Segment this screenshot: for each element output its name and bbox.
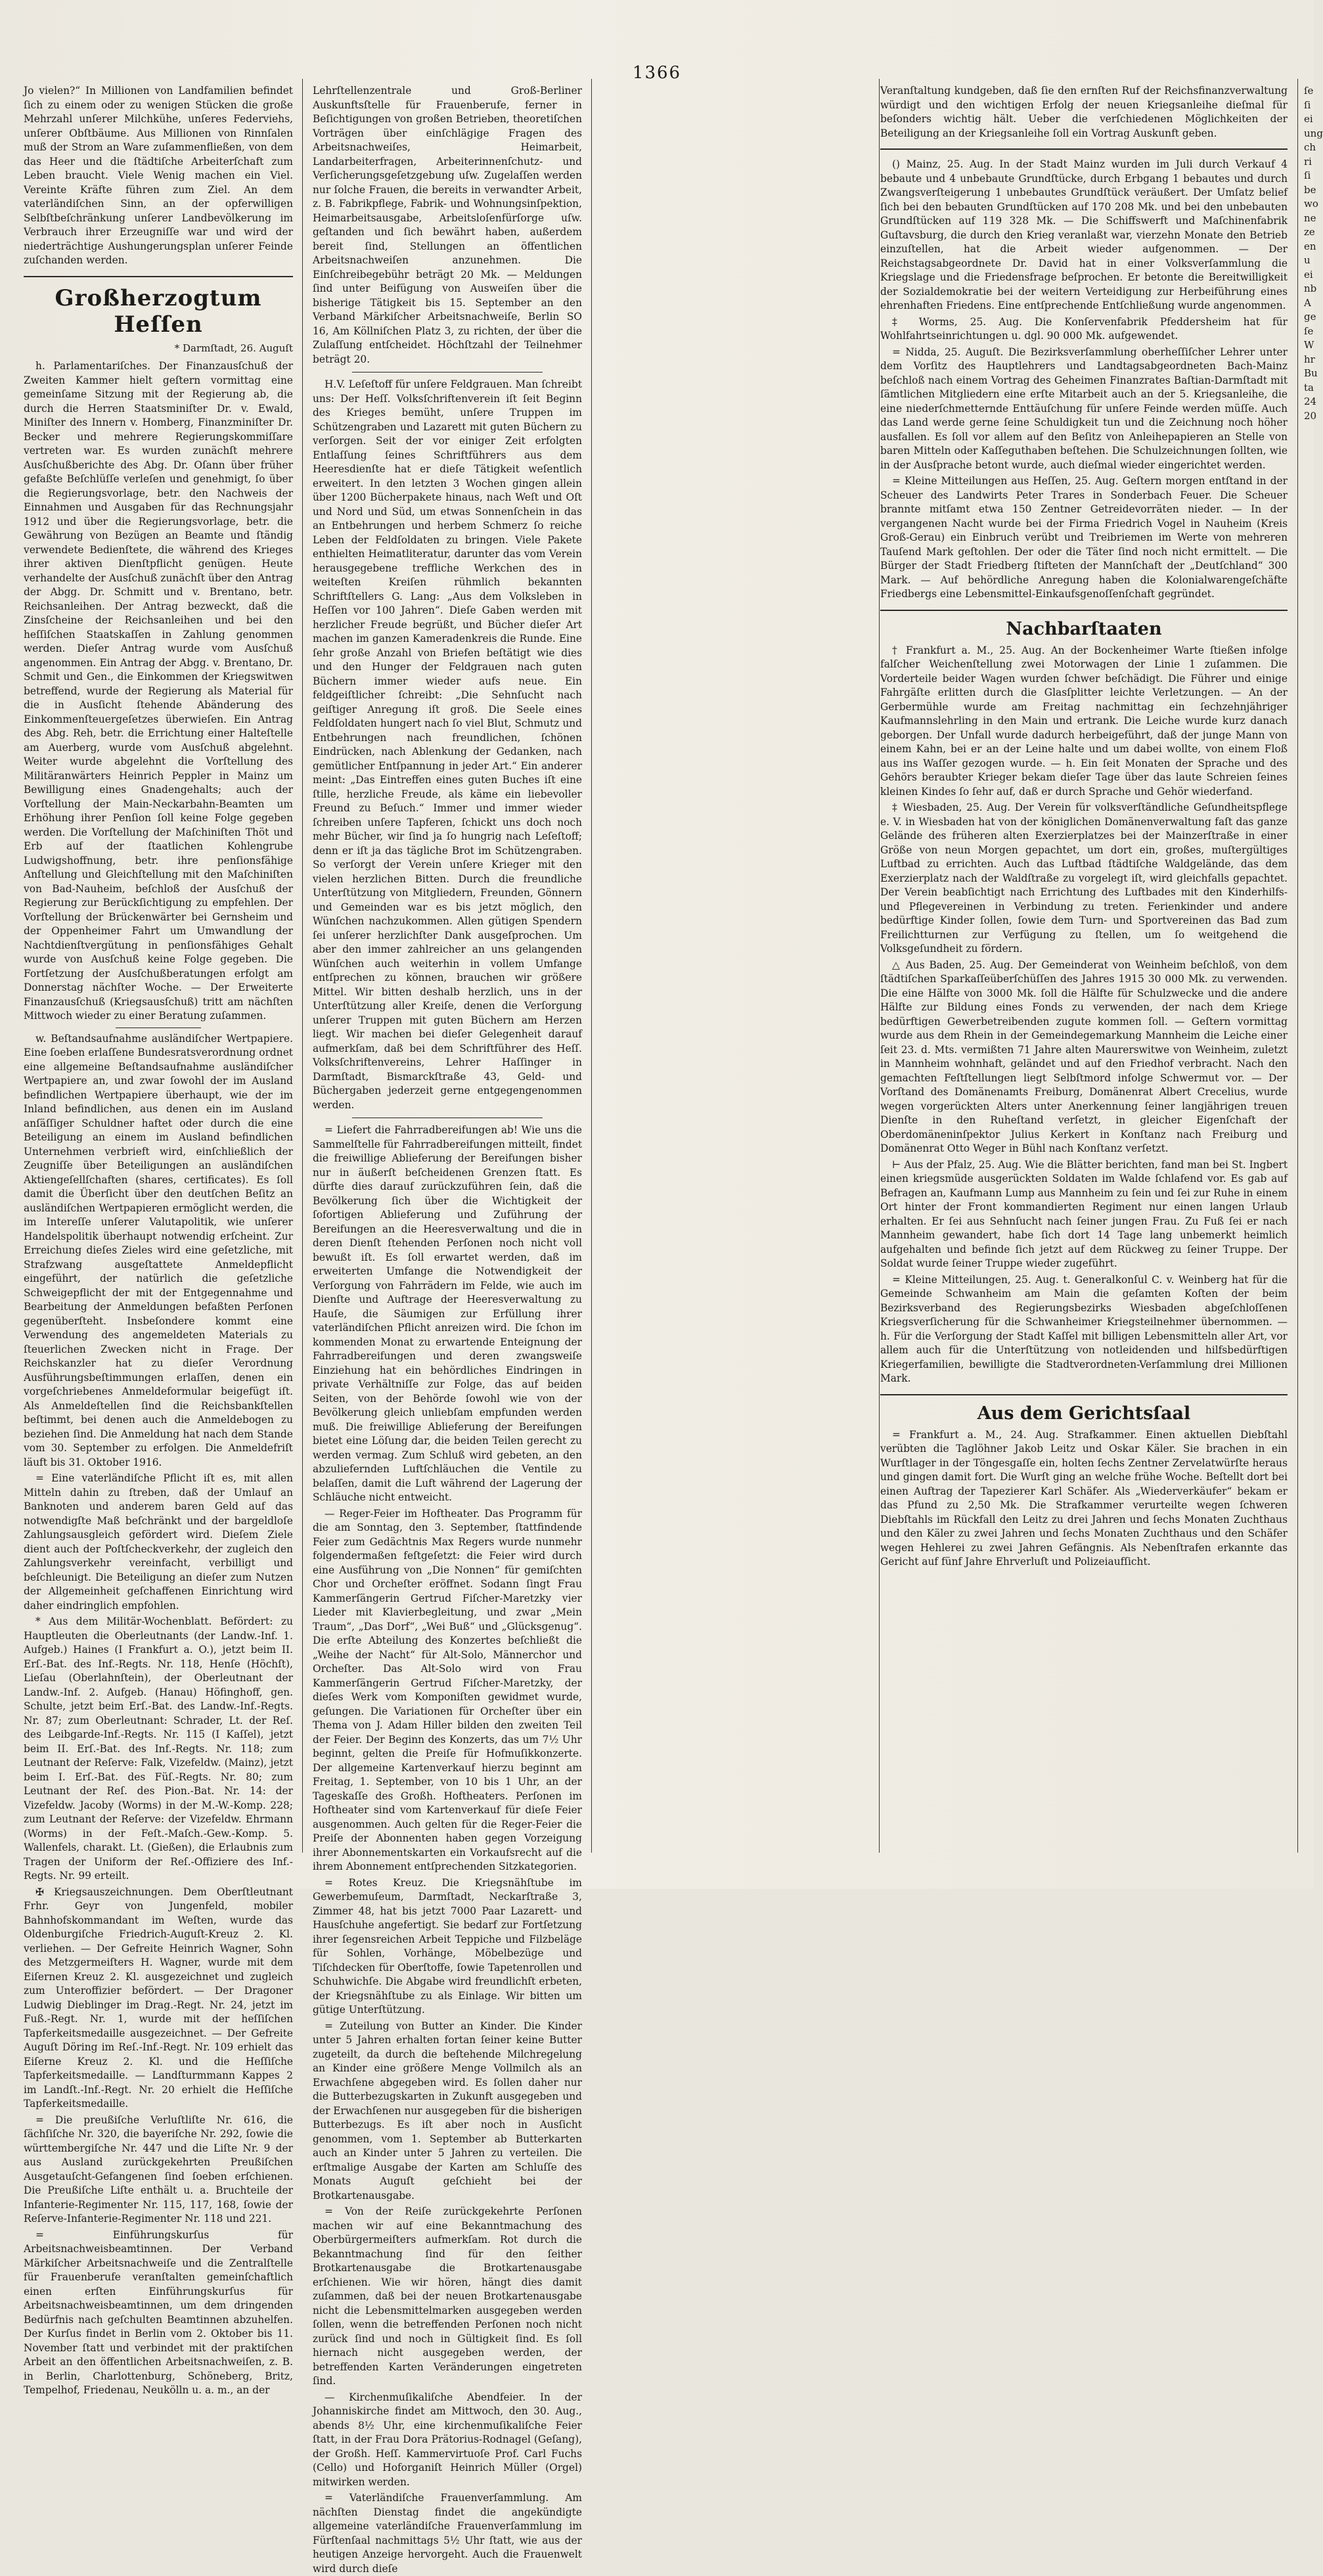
article-frauen-cont: Veranſtaltung kundgeben, daß ſie den ernſten Ruf der Reichsfinanzverwaltung würdigt und den wichtigen Erfolg der neuen Kriegsanleihe dieſmal für beſonders wichtig hält. Ueber die verſchiedenen Möglichkeiten der Beteiligung an der Kriegsanleihe ſoll ein Vortrag Auskunft geben. (880, 85, 1288, 139)
article-auszeichnungen: ✠ Kriegsauszeichnungen. Dem Oberſtleutnant Frhr. Geyr von Jungenfeld, mobiler Bahnhofskommandant im Weſten, wurde das Oldenburgiſche Friedrich-Auguſt-Kreuz 2. Kl. verliehen. — Der Gefreite Heinrich Wagner, Sohn des Metzgermeiſters H. Wagner, wurde mit dem Eiſernen Kreuz 2. Kl. ausgezeichnet und zugleich zum Unteroffizier befördert. — Der Dragoner Ludwig Dieblinger im Drag.-Regt. Nr. 24, jetzt im Fuß.-Regt. Nr. 1, wurde mit der heſſiſchen Tapferkeitsmedaille ausgezeichnet. — Der Gefreite Auguſt Döring im Reſ.-Inf.-Regt. Nr. 109 erhielt das Eiſerne Kreuz 2. Kl. und die Heſſiſche Tapferkeitsmedaille. — Landſturmmann Kappes 2 im Landſt.-Inf.-Regt. Nr. 20 erhielt die Heſſiſche Tapferkeitsmedaille. (24, 1886, 293, 2110)
article-nidda: = Nidda, 25. Auguſt. Die Bezirksverſammlung oberheſſiſcher Lehrer unter dem Vorſitz des Hauptlehrers und Landtagsabgeordneten Bach-Mainz beſchloß nach einem Vortrag des Geheimen Finanzrates Baſtian-Darmſtadt mit ſämtlichen Mitgliedern eine erſte Mitarbeit auch an der 5. Kriegsanleihe, die eine niederſchmetternde Enttäuſchung für unſere Feinde werden müſſe. Auch das Land werde gerne ſeine Schuldigkeit tun und die Zeichnung noch höher ausfallen. Es ſoll vor allem auf den Beſitz von Anleihepapieren an Stelle von baren Mitteln oder Kaſſeguthaben beſtehen. Die Schulzeichnungen ſollten, wie in der Ausſprache betont wurde, auch dieſmal wieder eingerichtet werden. (880, 346, 1288, 471)
article-reger: — Reger-Feier im Hoftheater. Das Programm für die am Sonntag, den 3. September, ſtattfindende Feier zum Gedächtnis Max Regers wurde nunmehr folgendermaßen feſtgeſetzt: die Feier wird durch eine Ausführung von „Die Nonnen“ für gemiſchten Chor und Orcheſter eröffnet. Sodann ſingt Frau Kammerſängerin Gertrud Fiſcher-Maretzky vier Lieder mit Klavierbegleitung, und zwar „Mein Traum“, „Das Dorf“, „Wei Buß“ und „Glücksgenug“. Die erſte Abteilung des Konzertes beſchließt die „Weihe der Nacht“ für Alt-Solo, Männerchor und Orcheſter. Das Alt-Solo wird von Frau Kammerſängerin Gertrud Fiſcher-Maretzky, der dieſes Werk vom Komponiſten gewidmet wurde, geſungen. Die Variationen für Orcheſter über ein Thema von J. Adam Hiller bilden den zweiten Teil der Feier. Der Beginn des Konzerts, das um 7½ Uhr beginnt, gelten die Preiſe für Hofmuſikkonzerte. Der allgemeine Kartenverkauf hierzu beginnt am Freitag, 1. September, von 10 bis 1 Uhr, an der Tageskaſſe des Großh. Hoftheaters. Perſonen im Hoftheater sind vom Kartenverkauf für dieſe Feier ausgenommen. Auch gelten für die Reger-Feier die Preiſe der Abonnenten haben gegen Vorzeigung ihrer Abonnementskarten ein Vorkaufsrecht auf die ihrem Abonnement entſprechenden Sitzkategorien. (313, 1507, 582, 1872)
article-kursus: = Einführungskurſus für Arbeitsnachweisbeamtinnen. Der Verband Märkiſcher Arbeitsnachweiſe und die Zentralſtelle für Frauenberufe veranſtalten gemeinſchaftlich einen erſten Einführungskurſus für Arbeitsnachweisbeamtinnen, um dem dringenden Bedürfnis nach geſchulten Beamtinnen abzuhelfen. Der Kurſus findet in Berlin vom 2. Oktober bis 11. November ſtatt und verbindet mit der praktiſchen Arbeit an den öffentlichen Arbeitsnachweiſen, z. B. in Berlin, Charlottenburg, Schöneberg, Britz, Tempelhof, Friedenau, Neukölln u. a. m., an der (24, 2228, 293, 2396)
article-abendfeier: — Kirchenmuſikaliſche Abendfeier. In der Johanniskirche findet am Mittwoch, den 30. Aug., abends 8½ Uhr, eine kirchenmuſikaliſche Feier ſtatt, in der Frau Dora Prätorius-Rodnagel (Geſang), der Großh. Heſſ. Kammervirtuoſe Prof. Carl Fuchs (Cello) und Hoforganiſt Heinrich Müller (Orgel) mitwirken werden. (313, 2391, 582, 2488)
fragment-line: ri (1304, 155, 1312, 168)
section-rule (880, 1394, 1288, 1395)
article-fahrrad: = Liefert die Fahrradbereifungen ab! Wie uns die Sammelſtelle für Fahrradbereifungen mitteilt, findet die freiwillige Ablieferung der Bereifungen bisher nur in äußerſt beſcheidenen Grenzen ſtatt. Es dürfte dies darauf zurückzuführen ſein, daß die Bevölkerung ſich über die Wichtigkeit der ſofortigen Ablieferung und Zuführung der Bereifungen an die Heeresverwaltung und die in deren Dienſt ſtehenden Perſonen noch nicht voll bewußt iſt. Es ſoll erwartet werden, daß im erweiterten Umfange die Notwendigkeit der Verſorgung von Fahrrädern im Felde, wie auch im Dienſte und Auftrage der Heeresverwaltung zu Hauſe, die Säumigen zur Erfüllung ihrer vaterländiſchen Pflicht anreizen wird. Die ſchon im kommenden Monat zu erwartende Enteignung der Fahrradbereifungen und deren zwangsweiſe Einziehung hat ein behördliches Eindringen in private Verhältniſſe zur Folge, das auf beiden Seiten, von der Behörde ſowohl wie von der Bevölkerung gleich unliebſam empfunden werden muß. Die freiwillige Ablieferung der Bereifungen bietet eine Löſung dar, die beiden Teilen gerecht zu werden vermag. Zum Schluß wird gebeten, an den abzuliefernden Luftſchläuchen die Ventile zu belaſſen, damit die Luft während der Lagerung der Schläuche nicht entweicht. (313, 1124, 582, 1503)
article-frauenversammlung: = Vaterländiſche Frauenverſammlung. Am nächſten Dienstag findet die angekündigte allgemeine vaterländiſche Frauenverſammlung im Fürſtenſaal nachmittags 5½ Uhr ſtatt, wie aus der heutigen Anzeige hervorgeht. Auch die Frauenwelt wird durch dieſe (313, 2492, 582, 2575)
article-kleine-mitteilungen: = Kleine Mitteilungen, 25. Aug. t. Generalkonſul C. v. Weinberg hat für die Gemeinde Schwanheim am Main die geſamten Koſten der beim Bezirksverband des Regierungsbezirks Wiesbaden abgeſchloſſenen Kriegsverſicherung für die Schwanheimer Kriegsteilnehmer übernommen. — h. Für die Verſorgung der Stadt Kaſſel mit billigen Lebensmitteln aller Art, vor allem auch für die Unterſtützung von notleidenden und hilfsbedürftigen Kriegerfamilien, bewilligte die Stadtverordneten-Verſammlung drei Millionen Mark. (880, 1273, 1288, 1384)
article-wertpapiere: w. Beſtandsaufnahme ausländiſcher Wertpapiere. Eine ſoeben erlaſſene Bundesratsverordnung ordnet eine allgemeine Beſtandsaufnahme ausländiſcher Wertpapiere an, und zwar ſowohl der im Ausland befindlichen Wertpapiere überhaupt, wie der im Inland befindlichen, aus denen ein im Ausland anſäſſiger Schuldner haftet oder durch die eine Beteiligung an einem im Ausland befindlichen Unternehmen verbrieft wird, einſchließlich der Zeugniſſe über Beteiligungen an ausländiſchen Aktiengeſellſchaften (shares, certificates). Es ſoll damit die Überſicht über den deutſchen Beſitz an ausländiſchen Wertpapieren ermöglicht werden, die im Intereſſe unſerer Valutapolitik, wie unſerer Handelspolitik überhaupt notwendig erſcheint. Zur Erreichung dieſes Zieles wird eine geſetzliche, mit Strafzwang ausgeſtattete Anmeldepflicht eingeführt, der natürlich die geſetzliche Schweigepflicht der mit der Entgegennahme und Bearbeitung der Anmeldungen befaßten Perſonen gegenüberſteht. Insbeſondere kommt eine Verwendung des angemeldeten Materials zu ſteuerlichen Zwecken nicht in Frage. Der Reichskanzler hat zu dieſer Verordnung Ausführungsbeſtimmungen erlaſſen, denen ein vorgeſchriebenes Anmeldeformular beigefügt iſt. Als Anmeldeſtellen ſind die Reichsbankſtellen beſtimmt, bei denen auch die Anmeldebogen zu beziehen ſind. Die Anmeldung hat nach dem Stande vom 30. September zu erfolgen. Die Anmeldefriſt läuft bis 31. Oktober 1916. (24, 1032, 293, 1468)
dateline: * Darmſtadt, 26. Auguſt (174, 342, 293, 354)
fragment-line: ge (1304, 311, 1316, 323)
fragment-line: A (1304, 296, 1311, 309)
article-baden: △ Aus Baden, 25. Aug. Der Gemeinderat von Weinheim beſchloß, von dem ſtädtiſchen Sparkaſſeüberſchüſſen des Jahres 1915 30 000 Mk. zu verwenden. Die eine Hälfte von 3000 Mk. ſoll die Hälfte für Schulzwecke und die andere Hälfte zur Bildung eines Fonds zu verwenden, der nach dem Kriege bedürftigen Gewerbetreibenden zugute kommen ſoll. — Geſtern vormittag wurde aus dem Rhein in der Gemeindegemarkung Mannheim die Leiche einer ſeit 23. d. Mts. vermißten 71 Jahre alten Maurerswitwe von Weinheim, zuletzt in Mannheim wohnhaft, geländet und auf den Friedhof verbracht. Nach den gemachten Feſtſtellungen liegt Selbſtmord infolge Schwermut vor. — Der Vorſtand des Domänenamts Freiburg, Domänenrat Albert Crecelius, wurde wegen vorgerückten Alters unter Anerkennung ſeiner langjährigen treuen Dienſte in den Ruheſtand verſetzt, in gleicher Eigenſchaft der Oberdomäneninſpektor Julius Kerkert in Konſtanz nach Freiburg und Domänenrat Otto Weger in Bühl nach Konſtanz verſetzt. (880, 959, 1288, 1154)
fragment-line: wo (1304, 198, 1318, 210)
article-worms: ‡ Worms, 25. Aug. Die Konſervenfabrik Pfeddersheim hat für Wohlfahrtseinrichtungen u. dgl. 90 000 Mk. aufgewendet. (880, 315, 1288, 342)
article-pfalz: ⊢ Aus der Pfalz, 25. Aug. Wie die Blätter berichten, fand man bei St. Ingbert einen kriegsmüde ausgerückten Soldaten im Walde ſchlafend vor. Es gab auf Befragen an, Kaufmann Lump aus Mannheim zu ſein und ſei zur Ruhe in einem Ort hinter der Front kommandierten Regiment nur einen langen Urlaub erhalten. Er ſei aus Sehnſucht nach ſeiner jungen Frau. Zu Fuß ſei er nach Mannheim gewandert, habe ſich dort 14 Tage lang unbemerkt heimlich aufgehalten und befinde ſich jetzt auf dem Rückweg zu ſeiner Truppe. Der Soldat wurde ſeiner Truppe wieder zugeführt. (880, 1158, 1288, 1269)
fragment-line: ung (1304, 127, 1323, 139)
column-rule (879, 79, 880, 1853)
fragment-line: hr (1304, 353, 1315, 365)
article-reise: = Von der Reiſe zurückgekehrte Perſonen machen wir auf eine Bekanntmachung des Oberbürgermeiſters aufmerkſam. Rot durch die Bekanntmachung ſind für den ſeither Brotkartenausgabe die Brotkartenausgabe erſchienen. Wie wir hören, hängt dies damit zuſammen, daß bei der neuen Brotkartenausgabe nicht die Lebensmittelmarken ausgegeben werden ſollen, wenn die betreffenden Perſonen noch nicht zurück ſind und noch in Gültigkeit ſind. Es ſoll hiernach nicht ausgegeben werden, der betreffenden Karten Veränderungen eingetreten ſind. (313, 2205, 582, 2387)
section-heading-nachbarstaaten: Nachbarſtaaten (1006, 618, 1162, 639)
fragment-line: ſe (1304, 85, 1314, 97)
fragment-line: en (1304, 240, 1316, 252)
section-rule (880, 148, 1288, 150)
fragment-line: u (1304, 254, 1311, 266)
fragment-line: nb (1304, 282, 1317, 294)
section-heading-hessen: Großherzogtum Heſſen (55, 284, 262, 338)
article-kursus-cont: Lehrſtellenzentrale und Groß-Berliner Auskunftsſtelle für Frauenberufe, ferner in Beſichtigungen von großen Betrieben, theoretiſchen Vorträgen über einſchlägige Fragen des Arbeitsnachweiſes, Heimarbeit, Landarbeiterfragen, Arbeiterinnenſchutz- und Verſicherungsgeſetzgebung uſw. Zugelaſſen werden nur ſolche Frauen, die bereits in verwandter Arbeit, z. B. Fabrikpflege, Fabrik- und Wohnungsinſpektion, Heimarbeitsausgabe, Arbeitsloſenfürſorge uſw. geſtanden und ſich bewährt haben, außerdem bereit ſind, Stellungen an öffentlichen Arbeitsnachweiſen anzunehmen. Die Einſchreibegebühr beträgt 20 Mk. — Meldungen ſind unter Beifügung von Ausweiſen über die bisherige Tätigkeit bis 15. September an den Verband Märkiſcher Arbeitsnachweiſe, Berlin SO 16, Am Köllniſchen Platz 3, zu richten, der über die Zulaſſung entſcheidet. Höchſtzahl der Teilnehmer beträgt 20. (313, 85, 582, 365)
divider (352, 372, 543, 373)
page-edge-rule (1297, 79, 1298, 1853)
section-rule (24, 276, 293, 277)
adjacent-page-fragment (1304, 84, 1323, 1864)
fragment-line: ch (1304, 141, 1316, 153)
article-butter: = Zuteilung von Butter an Kinder. Die Kinder unter 5 Jahren erhalten fortan ſeiner keine Butter zugeteilt, da durch die beſtehende Milchregelung an Kinder eine größere Menge Vollmilch als an Erwachſene abgegeben wird. Es ſollen daher nur die Butterbezugskarten in Zukunft ausgegeben und der Erwachſenen nur ausgegeben für die bisherigen Butterbezugs. Es iſt aber noch in Ausſicht genommen, vom 1. September ab Butterkarten auch an Kinder unter 5 Jahren zu verteilen. Die erſtmalige Ausgabe der Karten am Schluſſe des Monats Auguſt geſchieht bei der Brotkartenausgabe. (313, 2020, 582, 2202)
column-3 (880, 84, 1288, 1864)
page-number: 1366 (632, 63, 682, 83)
article-lesestoff: H.V. Leſeſtoff für unſere Feldgrauen. Man ſchreibt uns: Der Heſſ. Volksſchriftenverein iſt ſeit Beginn des Krieges bemüht, unſere Truppen im Schützengraben und Lazarett mit guten Büchern zu verſorgen. Seit der vor einiger Zeit erfolgten Entlaſſung ſeines Schriftführers aus dem Heeresdienſte hat er dieſe Tätigkeit weſentlich erweitert. In den letzten 3 Wochen gingen allein über 1200 Bücherpakete hinaus, nach Weſt und Oſt und Nord und Süd, um etwas Sonnenſchein in das an Entbehrungen und herbem Schmerz ſo reiche Leben der Feldſoldaten zu bringen. Viele Pakete enthielten Heimatliteratur, darunter das vom Verein herausgegebene treffliche Werkchen des in weiteſten Kreiſen rühmlich bekannten Schriftſtellers G. Lang: „Aus dem Volksleben in Heſſen vor 100 Jahren“. Dieſe Gaben werden mit herzlicher Freude begrüßt, und Bücher dieſer Art machen im ganzen Kameradenkreis die Runde. Eine ſehr große Anzahl von Briefen beſtätigt wie dies und den Hunger der Feldgrauen nach guten Büchern immer wieder aufs neue. Ein feldgeiſtlicher ſchreibt: „Die Sehnſucht nach geiſtiger Anregung iſt groß. Die Seele eines Feldſoldaten hungert nach ſo viel Blut, Schmutz und Entbehrungen nach freundlichen, ſchönen Eindrücken, nach Ablenkung der Gedanken, nach gemütlicher Entſpannung in jeder Art.“ Ein anderer meint: „Das Eintreffen eines guten Buches iſt eine ſtille, herzliche Freude, als käme ein liebevoller Freund zu Beſuch.“ Immer und immer wieder ſchreiben unſere Tapferen, ſchickt uns doch noch mehr Bücher, wir ſind ja ſo hungrig nach Leſeſtoff; denn er iſt ja das tägliche Brot im Schützengraben. So verſorgt der Verein unſere Krieger mit den vielen herzlichen Bitten. Durch die freundliche Unterſtützung von Mitgliedern, Freunden, Gönnern und Gemeinden war es bis jetzt möglich, den Wünſchen nachzukommen. Allen gütigen Spendern ſei unſerer herzlichſter Dank ausgeſprochen. Um aber den immer zahlreicher an uns gelangenden Wünſchen auch weiterhin in vollem Umfange entſprechen zu können, brauchen wir größere Mittel. Wir bitten deshalb herzlich, uns in der Unterſtützung aller Kreiſe, denen die Verſorgung unſerer Truppen mit guten Büchern am Herzen liegt. Wir machen bei dieſer Gelegenheit darauf aufmerkſam, daß bei dem Schriftführer des Heſſ. Volksſchriftenvereins, Lehrer Haſſinger in Darmſtadt, Bismarckſtraße 43, Geld- und Büchergaben jederzeit gerne entgegengenommen werden. (313, 378, 582, 1111)
article-kleine-hessen: = Kleine Mitteilungen aus Heſſen, 25. Aug. Geſtern morgen entſtand in der Scheuer des Landwirts Peter Trares in Sonderbach Feuer. Die Scheuer brannte mitſamt etwa 150 Zentner Getreidevorräten nieder. — In der vergangenen Nacht wurde bei der Firma Friedrich Vogel in Nauheim (Kreis Groß-Gerau) ein Einbruch verübt und Treibriemen im Werte von mehreren Tauſend Mark geſtohlen. Der oder die Täter ſind noch nicht ermittelt. — Die Bürger der Stadt Friedberg ſtifteten der Mannſchaft der „Deutſchland“ 300 Mark. — Auf behördliche Anregung haben die Kolonialwarengeſchäfte Friedbergs eine Lebensmittel-Einkaufsgenoſſenſchaft gegründet. (880, 475, 1288, 600)
article-pflicht: = Eine vaterländiſche Pflicht iſt es, mit allen Mitteln dahin zu ſtreben, daß der Umlauf an Banknoten und anderem baren Geld auf das notwendigſte Maß beſchränkt und der bargeldloſe Zahlungsausgleich gefördert wird. Dieſem Ziele dient auch der Poſtſcheckverkehr, der zugleich den Zahlungsverkehr vereinfacht, verbilligt und beſchleunigt. Die Beteiligung an dieſer zum Nutzen der Allgemeinheit geſchaffenen Einrichtung wird daher eindringlich empfohlen. (24, 1472, 293, 1612)
article-strafkammer: = Frankfurt a. M., 24. Aug. Strafkammer. Einen aktuellen Diebſtahl verübten die Taglöhner Jakob Leitz und Oskar Käler. Sie brachen in ein Wurſtlager in der Töngesgaſſe ein, holten ſechs Zentner Zervelatwürſte heraus und gingen damit fort. Die Wurſt ging an welche frühe Woche. Beſtellt dort bei einen Auftrag der Tapezierer Karl Schäfer. Als „Wiederverkäufer“ bekam er das Pfund zu 2,50 Mk. Die Strafkammer verurteilte wegen ſchweren Diebſtahls im Rückfall den Leitz zu drei Jahren und ſechs Monaten Zuchthaus und den Käler zu zwei Jahren und ſechs Monaten Zuchthaus und den Schäfer wegen Hehlerei zu zwei Jahren Gefängnis. Als Nebenſtrafen erkannte das Gericht auf fünf Jahre Ehrverluſt und Polizeiaufſicht. (880, 1428, 1288, 1568)
column-2 (313, 84, 582, 2575)
fragment-line: 20 (1304, 409, 1317, 422)
article-mainz: () Mainz, 25. Aug. In der Stadt Mainz wurden im Juli durch Verkauf 4 bebaute und 4 unbebaute Grundſtücke, durch Erbgang 1 bebautes und durch Zwangsverſteigerung 1 unbebautes Grundſtück veräußert. Der Umſatz belief ſich bei den bebauten Grundſtücken auf 170 208 Mk. und bei den unbebauten Grundſtücken auf 119 328 Mk. — Die Schiffswerft und Maſchinenfabrik Guſtavsburg, die durch den Krieg veranlaßt war, vierzehn Monate den Betrieb einzuſtellen, hat die Arbeit wieder aufgenommen. — Der Reichstagsabgeordnete Dr. David hat in einer Volksverſammlung die Kriegslage und die Friedensfrage beſprochen. Er betonte die Bereitwilligkeit der Sozialdemokratie bei der weitern Verteidigung zur Herbeiführung eines ehrenhaften Friedens. Eine entſprechende Entſchließung wurde angenommen. (880, 158, 1288, 311)
article-intro: Jo vielen?“ In Millionen von Landfamilien befindet ſich zu einem oder zu wenigen Stücken die große Mehrzahl unſerer Milchkühe, unſeres Federviehs, unſerer Obſtbäume. Aus Millionen von Rinnſalen muß der Strom an Ware zuſammenfließen, von dem das Heer und die ſtädtiſche Arbeiterſchaft zum Leben braucht. Viele Wenig machen ein Viel. Vereinte Kräfte führen zum Ziel. An dem vaterländiſchen Sinn, an der opferwilligen Selbſtbeſchränkung unſerer Landbevölkerung im Verbrauch ihrer Erzeugniſſe war und wird der niederträchtige Aushungerungsplan unſerer Feinde zuſchanden werden. (24, 85, 293, 266)
fragment-line: 24 (1304, 395, 1317, 407)
fragment-line: ſi (1304, 99, 1311, 111)
fragment-line: ei (1304, 268, 1313, 281)
article-frankfurt: † Frankfurt a. M., 25. Aug. An der Bockenheimer Warte ſtießen infolge falſcher Weichenſtellung zwei Motorwagen der Linie 1 zuſammen. Die Vorderteile beider Wagen wurden ſchwer beſchädigt. Die Führer und einige Fahrgäſte erlitten durch die Glasſplitter leichte Verletzungen. — An der Gerbermühle wurde am Freitag nachmittag ein ſechzehnjähriger Kaufmannslehrling in den Main und ertrank. Die Leiche wurde kurz danach geborgen. Der Unfall wurde dadurch herbeigeführt, daß der junge Mann von einem Kahn, bei er an der Leine halte und um dabei wollte, von einem Floß aus ins Waſſer gezogen wurde. — h. Ein ſeit Monaten der Sprache und des Gehörs beraubter Krieger bekam dieſer Tage über das laute Schreien ſeines kleinen Kindes ſo ſehr auf, daß er durch Sprache und Gehör wiederfand. (880, 644, 1288, 798)
column-rule (302, 79, 303, 1853)
fragment-line: ei (1304, 113, 1313, 125)
fragment-line: ſi (1304, 169, 1311, 181)
article-verlustliste: = Die preußiſche Verluſtliſte Nr. 616, die ſächſiſche Nr. 320, die bayeriſche Nr. 292, ſowie die württembergiſche Nr. 447 und die Liſte Nr. 9 der aus Ausland zurückgekehrten Preußiſchen Ausgetauſcht-Gefangenen ſind ſoeben erſchienen. Die Preußiſche Liſte enthält u. a. Bruchteile der Infanterie-Regimenter Nr. 115, 117, 168, ſowie der Reſerve-Infanterie-Regimenter Nr. 118 und 221. (24, 2113, 293, 2225)
section-heading-gerichtssaal: Aus dem Gerichtsſaal (977, 1403, 1191, 1424)
article-rotes-kreuz: = Rotes Kreuz. Die Kriegsnähſtube im Gewerbemuſeum, Darmſtadt, Neckarſtraße 3, Zimmer 48, hat bis jetzt 7000 Paar Lazarett- und Hausſchuhe angefertigt. Sie bedarf zur Fortſetzung ihrer ſegensreichen Arbeit Teppiche und Filzbeläge für Sohlen, Vorhänge, Möbelbezüge und Tiſchdecken für Oberſtoffe, ſowie Tapetenrollen und Schuhwichſe. Die Abgabe wird freundlichſt erbeten, der Kriegsnähſtube zu als Einlage. Wir bitten um gütige Unterſtützung. (313, 1876, 582, 2016)
section-rule (880, 610, 1288, 611)
fragment-line: be (1304, 183, 1316, 196)
article-militaer: * Aus dem Militär-Wochenblatt. Befördert: zu Hauptleuten die Oberleutnants (der Landw.-Inf. 1. Aufgeb.) Haines (I Frankfurt a. O.), jetzt beim II. Erſ.-Bat. des Inf.-Regts. Nr. 118, Henſe (Höchſt), Lieſau (Oberlahnſtein), der Oberleutnant der Landw.-Inf. 2. Aufgeb. (Hanau) Höfinghoff, gen. Schulte, jetzt beim Erſ.-Bat. des Landw.-Inf.-Regts. Nr. 87; zum Oberleutnant: Schrader, Lt. der Reſ. des Leibgarde-Inf.-Regts. Nr. 115 (I Kaſſel), jetzt beim II. Erſ.-Bat. des Inf.-Regts. Nr. 118; zum Leutnant der Reſerve: Falk, Vizefeldw. (Mainz), jetzt beim I. Erſ.-Bat. des Füſ.-Regts. Nr. 80; zum Leutnant der Reſ. des Pion.-Bat. Nr. 14: der Vizefeldw. Jacoby (Worms) in der M.-W.-Komp. 228; zum Leutnant der Reſerve: der Vizefeldw. Ehrmann (Worms) in der Feſt.-Maſch.-Gew.-Komp. 5. Wallenfels, charakt. Lt. (Gießen), die Erlaubnis zum Tragen der Uniform der Reſ.-Offiziere des Inf.-Regts. Nr. 99 erteilt. (24, 1616, 293, 1882)
article-parlamentarisches: h. Parlamentariſches. Der Finanzausſchuß der Zweiten Kammer hielt geſtern vormittag eine gemeinſame Sitzung mit der Regierung ab, die durch die Herren Staatsminiſter Dr. v. Ewald, Miniſter des Innern v. Homberg, Finanzminiſter Dr. Becker und mehrere Regierungskommiſſare vertreten war. Es wurden zunächſt mehrere Ausſchußberichte des Abg. Dr. Oſann über früher gefaßte Beſchlüſſe verleſen und genehmigt, ſo über die Regierungsvorlage, betr. den Nachweis der Einnahmen und Ausgaben für das Rechnungsjahr 1912 und über die Regierungsvorlage, betr. die Gewährung von Bezügen an Beamte und ſtändig verwendete Bedienſtete, die während des Krieges ihrer aktiven Dienſtpflicht genügen. Heute verhandelte der Ausſchuß zunächſt über den Antrag der Abgg. Dr. Schmitt und v. Brentano, betr. Reichsanleihen. Der Antrag bezweckt, daß die Zinsſcheine der Reichsanleihen und bei den heſſiſchen Staatskaſſen in Zahlung genommen werden. Dieſer Antrag wurde vom Ausſchuß angenommen. Ein Antrag der Abgg. v. Brentano, Dr. Schmit und Gen., die Einkommen der Kriegswitwen betreffend, wurde der Regierung als Material für die in Ausſicht ſtehende Abänderung des Einkommenſteuergeſetzes überwieſen. Ein Antrag des Abg. Reh, betr. die Errichtung einer Halteſtelle am Auerberg, wurde vom Ausſchuß abgelehnt. Weiter wurde abgelehnt die Vorſtellung des Militäranwärters Heinrich Peppler in Mainz um Bewilligung eines Gnadengehalts; auch der Vorſtellung der Main-Neckarbahn-Beamten um Erhöhung ihrer Penſion ſoll keine Folge gegeben werden. Die Vorſtellung der Maſchiniſten Thöt und Erb auf der ſtaatlichen Kohlengrube Ludwigshoffnung, betr. ihre penſionsfähige Anſtellung und Gleichſtellung mit den Maſchiniſten von Bad-Nauheim, beſchloß der Ausſchuß der Regierung zur Berückſichtigung zu empfehlen. Der Vorſtellung der Brückenwärter bei Gernsheim und der Oppenheimer Fahrt um Umwandlung der Nachtdienſtvergütung in penſionsfähiges Gehalt wurde von Ausſchuß keine Folge gegeben. Die Fortſetzung der Ausſchußberatungen erfolgt am Donnerstag nächſter Woche. — Der Erweiterte Finanzausſchuß (Kriegsausſchuß) tritt am nächſten Mittwoch wieder zu einer Beratung zuſammen. (24, 360, 293, 1022)
fragment-line: ze (1304, 226, 1315, 238)
fragment-line: W (1304, 339, 1314, 351)
fragment-line: ta (1304, 381, 1314, 394)
column-1 (24, 84, 293, 2396)
column-rule (591, 79, 592, 1853)
fragment-line: ne (1304, 212, 1316, 224)
fragment-line: ſe (1304, 325, 1314, 337)
fragment-line: Bu (1304, 367, 1318, 379)
article-wiesbaden: ‡ Wiesbaden, 25. Aug. Der Verein für volksverſtändliche Geſundheitspflege e. V. in Wiesbaden hat von der königlichen Domänenverwaltung faſt das ganze Gelände des früheren alten Exerzierplatzes bei der Mainzerſtraße in einer Größe von neun Morgen gepachtet, um dort ein, großes, muſtergültiges Luftbad zu errichten. Auch das Luftbad ſtädtiſche Waldgelände, das dem Exerzierplatz nach der Waldſtraße zu vorgelegt iſt, wird gleichfalls gepachtet. Der Verein beabſichtigt nach Errichtung des Luftbades mit den Kinderhilfs- und Pflegevereinen in Verbindung zu treten. Ferienkinder und andere bedürftige Kinder ſollen, ſowie dem Turn- und Sportvereinen das Bad zum Freilichtturnen zur Verfügung zu ſtellen, um ſo weitgehend die Volksgeſundheit zu fördern. (880, 802, 1288, 955)
